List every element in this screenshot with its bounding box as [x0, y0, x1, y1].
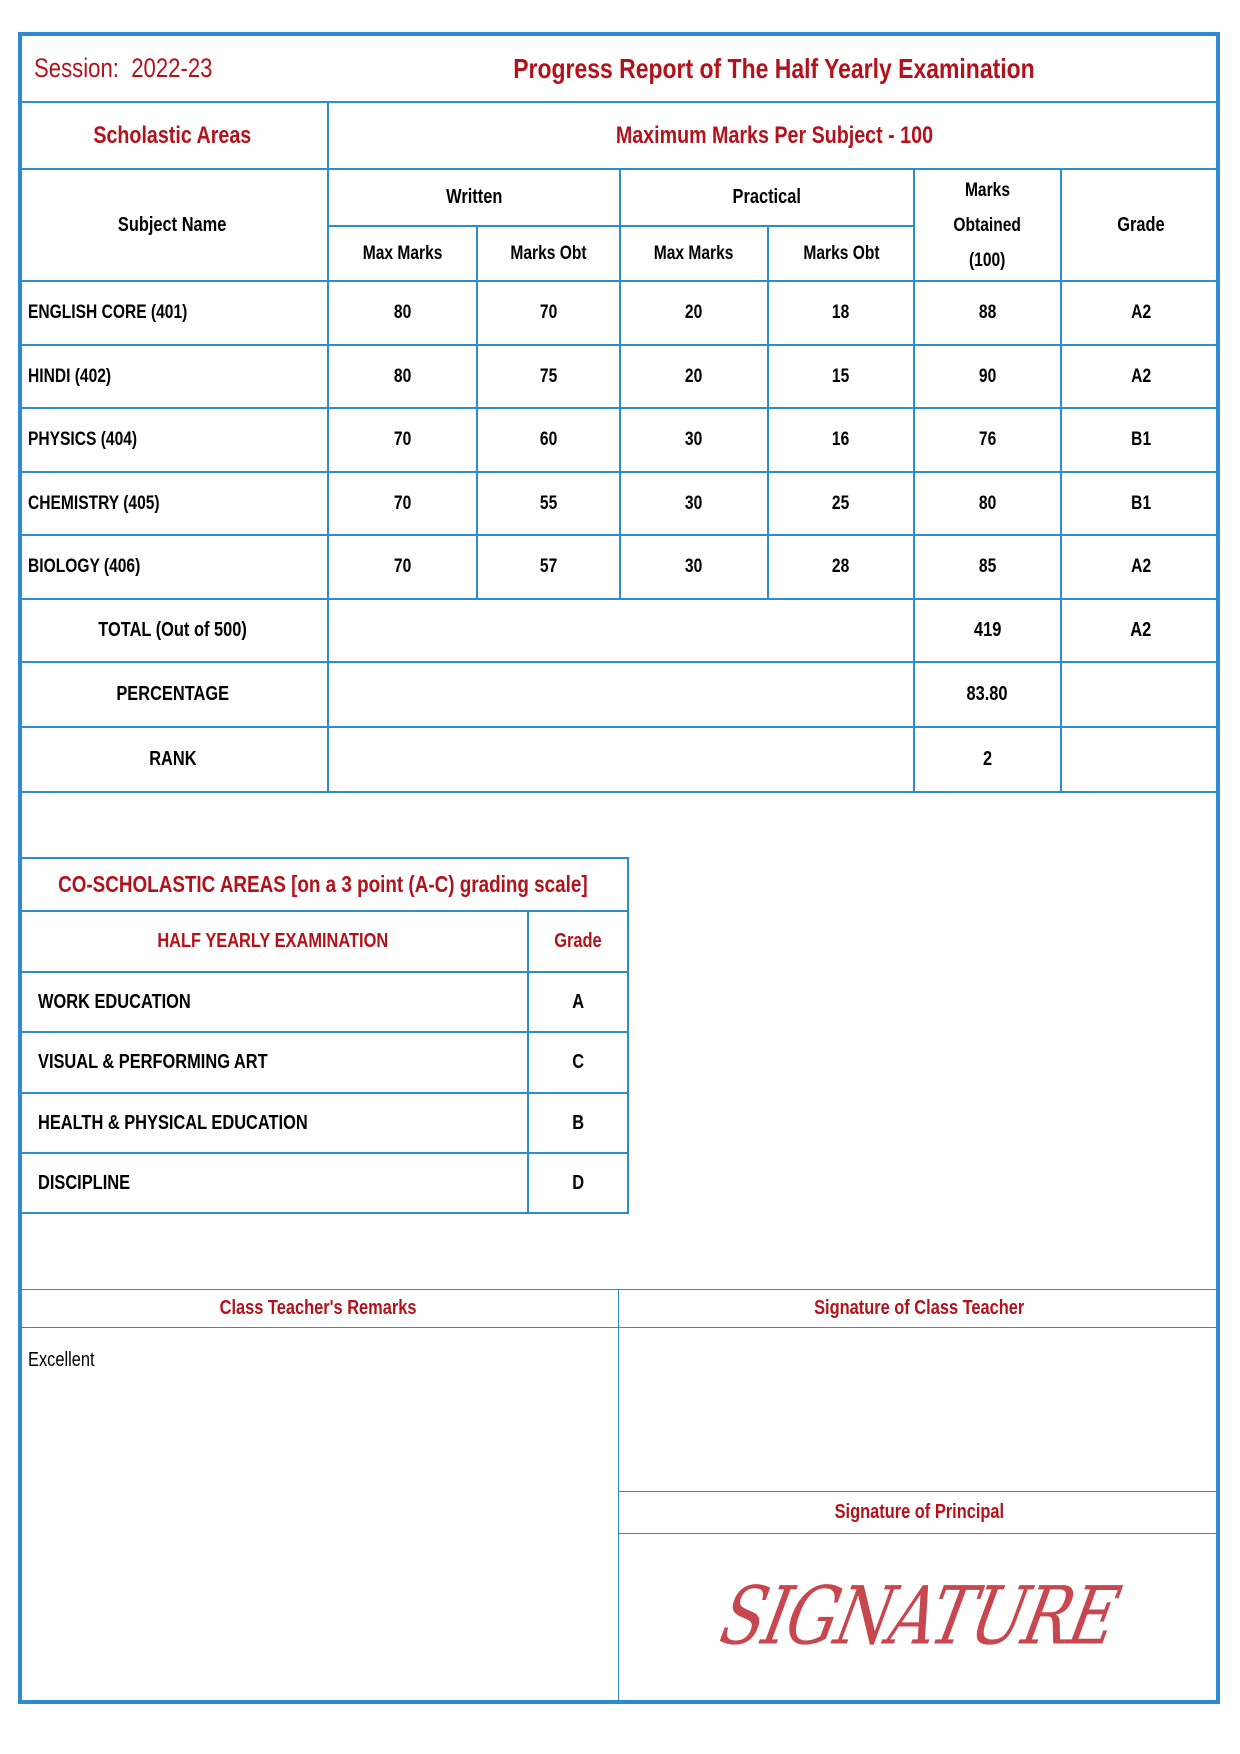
- written-max-marks: 80: [393, 366, 412, 387]
- marks-obtained: 90: [978, 366, 997, 387]
- marks-obtained: 80: [978, 493, 997, 514]
- percentage-label: PERCENTAGE: [116, 683, 229, 705]
- practical-marks-obt: 28: [832, 556, 850, 577]
- practical-max-marks: 30: [685, 493, 703, 514]
- col-practical-obt: Marks Obt: [802, 242, 880, 264]
- rank-label: RANK: [148, 748, 197, 770]
- subject-grade: B1: [1131, 493, 1151, 514]
- col-written-max: Max Marks: [362, 242, 443, 264]
- co-area-name: VISUAL & PERFORMING ART: [38, 1050, 268, 1073]
- co-col-exam: HALF YEARLY EXAMINATION: [157, 930, 388, 952]
- teacher-remarks-heading: Class Teacher's Remarks: [219, 1297, 417, 1319]
- subject-name: BIOLOGY (406): [28, 556, 141, 577]
- practical-max-marks: 20: [685, 366, 703, 387]
- practical-max-marks: 30: [685, 556, 703, 577]
- co-col-grade: Grade: [554, 930, 602, 952]
- written-marks-obt: 75: [539, 366, 558, 387]
- subject-grade: A2: [1131, 556, 1151, 577]
- principal-signature: SIGNATURE: [713, 1570, 1126, 1664]
- page-title: Progress Report of The Half Yearly Examination: [512, 52, 1035, 84]
- percentage-value: 83.80: [966, 683, 1009, 705]
- col-written: Written: [445, 186, 503, 208]
- col-written-obt: Marks Obt: [510, 242, 587, 264]
- col-grade: Grade: [1117, 213, 1165, 236]
- co-area-name: HEALTH & PHYSICAL EDUCATION: [38, 1111, 308, 1134]
- max-marks-note: Maximum Marks Per Subject - 100: [615, 121, 934, 149]
- scholastic-areas-heading: Scholastic Areas: [93, 121, 252, 149]
- subject-grade: A2: [1131, 366, 1151, 387]
- rank-value: 2: [982, 748, 993, 770]
- written-marks-obt: 55: [539, 493, 558, 514]
- practical-marks-obt: 16: [832, 429, 850, 450]
- co-scholastic-title: CO-SCHOLASTIC AREAS [on a 3 point (A-C) grading scale]: [57, 871, 588, 897]
- class-teacher-signature-area: [619, 1328, 1220, 1491]
- written-marks-obt: 57: [539, 556, 558, 577]
- subject-grade: A2: [1131, 302, 1151, 323]
- written-max-marks: 80: [393, 302, 412, 323]
- teacher-remarks-value: Excellent: [28, 1348, 95, 1371]
- written-marks-obt: 70: [539, 302, 558, 323]
- subject-name: PHYSICS (404): [28, 429, 138, 450]
- co-area-name: WORK EDUCATION: [38, 990, 191, 1013]
- subject-name: HINDI (402): [28, 366, 112, 387]
- marks-obtained: 85: [978, 556, 997, 577]
- principal-signature-heading: Signature of Principal: [834, 1501, 1005, 1523]
- subject-name: CHEMISTRY (405): [28, 493, 160, 514]
- co-area-grade: A: [572, 990, 584, 1013]
- marks-obtained: 76: [978, 429, 997, 450]
- co-area-grade: B: [572, 1111, 584, 1134]
- practical-max-marks: 30: [685, 429, 703, 450]
- session: [22, 36, 322, 101]
- co-area-grade: D: [572, 1171, 584, 1194]
- col-marks-obtained: Marks Obtained (100): [953, 179, 1022, 271]
- marks-obtained: 88: [978, 302, 997, 323]
- subject-grade: B1: [1131, 429, 1151, 450]
- col-practical-max: Max Marks: [654, 242, 734, 264]
- written-max-marks: 70: [393, 429, 412, 450]
- total-value: 419: [973, 619, 1002, 641]
- written-max-marks: 70: [393, 556, 412, 577]
- total-label: TOTAL (Out of 500): [98, 619, 247, 641]
- practical-max-marks: 20: [685, 302, 703, 323]
- class-teacher-signature-heading: Signature of Class Teacher: [814, 1297, 1025, 1319]
- practical-marks-obt: 15: [832, 366, 850, 387]
- co-area-name: DISCIPLINE: [38, 1171, 131, 1194]
- co-area-grade: C: [572, 1050, 584, 1073]
- col-practical: Practical: [732, 186, 802, 208]
- written-marks-obt: 60: [539, 429, 558, 450]
- subject-name: ENGLISH CORE (401): [28, 302, 188, 323]
- col-subject-name: Subject Name: [118, 213, 227, 236]
- written-max-marks: 70: [393, 493, 412, 514]
- practical-marks-obt: 18: [832, 302, 850, 323]
- session-value: 2022-23: [131, 53, 213, 83]
- practical-marks-obt: 25: [832, 493, 850, 514]
- session-label: Session:: [34, 53, 119, 83]
- total-grade: A2: [1130, 619, 1152, 641]
